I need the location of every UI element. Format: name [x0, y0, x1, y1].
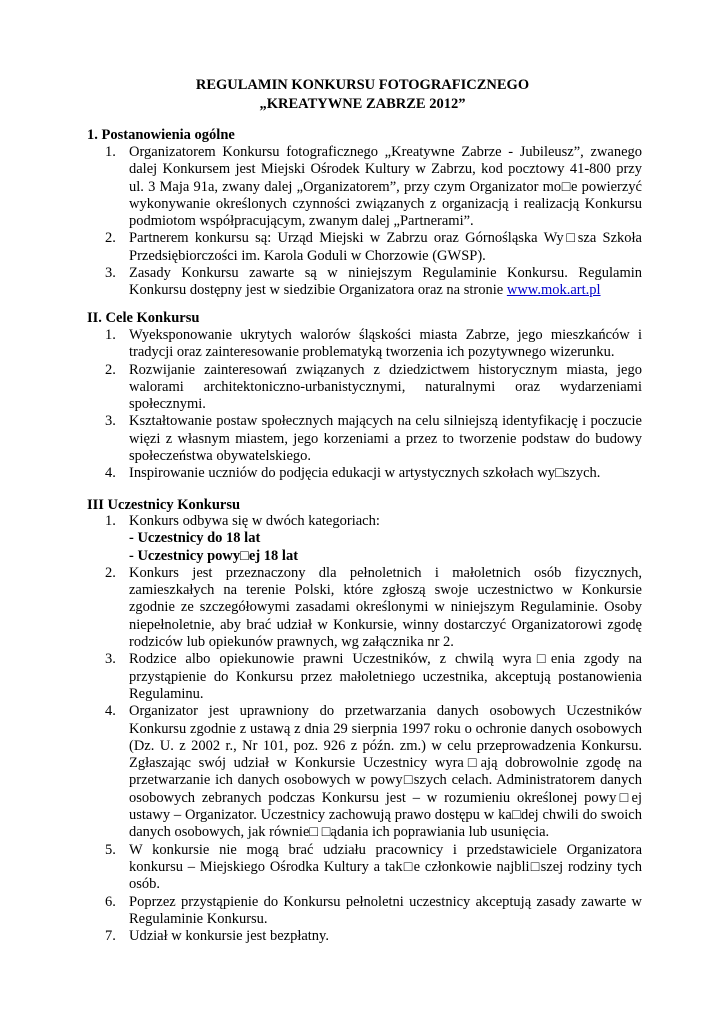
- item-number: 6.: [105, 893, 116, 910]
- category-over-18: - Uczestnicy powy□ej 18 lat: [129, 547, 299, 564]
- list-item: [105, 651, 642, 703]
- item-text: Organizator jest uprawniony do przetwarzania danych osobowych Uczestników Konkursu zgodnie z ustawą z dnia 29 sierpnia 1997 roku o ochronie danych osobowych (Dz. U. z 2002 r., Nr 101, poz. 926 z późn. zm.) w celu przeprowadzenia Konkursu. Zgłaszając swój udział w Konkursie Uczestnicy wyra□ają dobrowolnie zgodę na przetwarzanie ich danych osobowych w powy□szych celach. Administratorem danych osobowych zebranych podczas Konkursu jest – w rozumieniu określonej powy□ej ustawy – Organizator. Uczestnicy zachowują prawo dostępu w ka□dej chwili do swoich danych osobowych, jak równie□ □ądania ich poprawiania lub usunięcia.: [129, 703, 642, 841]
- section-3-heading: III Uczestnicy Konkursu: [87, 497, 241, 513]
- list-item: [105, 413, 642, 465]
- item-number: 4.: [105, 703, 116, 720]
- list-item: [105, 362, 642, 414]
- item-number: 3.: [105, 265, 116, 282]
- item-number: 3.: [105, 651, 116, 668]
- website-link[interactable]: www.mok.art.pl: [506, 282, 601, 299]
- item-number: 2.: [105, 230, 116, 247]
- list-item: [105, 230, 642, 265]
- title-line-1: REGULAMIN KONKURSU FOTOGRAFICZNEGO: [195, 77, 530, 93]
- list-item: [105, 842, 642, 894]
- list-item: [105, 928, 642, 945]
- item-text: Konkurs jest przeznaczony dla pełnoletnich i małoletnich osób fizycznych, zamieszkałych na terenie Polski, które zgłoszą swoje uczestnictwo w Konkursie zgodnie ze szczegółowymi zasadami określonymi w niniejszym Regulaminie. Osoby niepełnoletnie, aby brać udział w Konkursie, winny dostarczyć Organizatorowi zgodę rodziców lub opiekunów prawnych, wg załącznika nr 2.: [129, 564, 642, 651]
- item-text: Poprzez przystąpienie do Konkursu pełnoletni uczestnicy akceptują zasady zawarte w Regulaminie Konkursu.: [129, 893, 642, 927]
- list-item: [105, 565, 642, 651]
- section-2-list: [105, 327, 642, 483]
- item-text: Wyeksponowanie ukrytych walorów śląskości miasta Zabrze, jego mieszkańców i tradycji oraz zainteresowanie problematyką tworzenia ich pozytywnego wizerunku.: [129, 327, 642, 361]
- list-item: [105, 703, 642, 841]
- list-item: [105, 144, 642, 230]
- category-under-18: - Uczestnicy do 18 lat: [129, 530, 261, 547]
- section-2-heading: II. Cele Konkursu: [87, 310, 200, 326]
- list-item: [105, 327, 642, 362]
- section-1-heading: 1. Postanowienia ogólne: [87, 127, 235, 143]
- item-number: 1.: [105, 144, 116, 160]
- item-text: Organizatorem Konkursu fotograficznego „Kreatywne Zabrze - Jubileusz”, zwanego dalej Konkursem jest Miejski Ośrodek Kultury w Zabrzu, kod pocztowy 41-800 przy ul. 3 Maja 91a, zwany dalej „Organizatorem”, przy czym Organizator mo□e powierzyć wykonywanie określonych czynności związanych z organizacją i realizacją Konkursu podmiotom współpracującym, zwanym dalej „Partnerami”.: [129, 144, 642, 230]
- item-text: Rodzice albo opiekunowie prawni Uczestników, z chwilą wyra□enia zgody na przystąpienie do Konkursu przez małoletniego uczestnika, akceptują postanowienia Regulaminu.: [129, 651, 642, 702]
- list-item: [105, 513, 642, 565]
- item-number: 1.: [105, 513, 116, 529]
- item-text: Kształtowanie postaw społecznych mających na celu silniejszą identyfikację i poczucie więzi z własnym miastem, jego korzeniami a przez to tworzenie podstaw do budowy społeczeństwa obywatelskiego.: [129, 413, 642, 465]
- item-number: 2.: [105, 564, 116, 581]
- item-number: 5.: [105, 841, 116, 858]
- item-text: Partnerem konkursu są: Urząd Miejski w Zabrzu oraz Górnośląska Wy□sza Szkoła Przedsiębiorczości im. Karola Goduli w Chorzowie (GWSP).: [129, 230, 642, 264]
- item-text: Inspirowanie uczniów do podjęcia edukacji w artystycznych szkołach wy□szych.: [129, 465, 601, 482]
- item-text-content: Zasady Konkursu zawarte są w niniejszym Regulaminie Konkursu. Regulamin Konkursu dostępny jest w siedzibie Organizatora oraz na stronie: [129, 265, 642, 299]
- list-item: [105, 265, 642, 300]
- item-number: 1.: [105, 327, 116, 343]
- item-number: 3.: [105, 413, 116, 430]
- item-text: Udział w konkursie jest bezpłatny.: [129, 928, 329, 945]
- section-1-list: [105, 144, 642, 300]
- item-number: 7.: [105, 928, 116, 945]
- list-item: [105, 894, 642, 929]
- list-item: [105, 465, 642, 482]
- section-3-list: [105, 513, 642, 945]
- title-line-2: „KREATYWNE ZABRZE 2012”: [259, 96, 466, 112]
- item-text: W konkursie nie mogą brać udziału pracownicy i przedstawiciele Organizatora konkursu – Miejskiego Ośrodka Kultury a tak□e członkowie najbli□szej rodziny tych osób.: [129, 841, 642, 893]
- document-title: [0, 76, 725, 114]
- item-text: Konkurs odbywa się w dwóch kategoriach:: [129, 513, 380, 529]
- item-text: [129, 265, 642, 300]
- item-number: 2.: [105, 361, 116, 378]
- item-text: Rozwijanie zainteresowań związanych z dziedzictwem historycznym miasta, jego walorami architektoniczno-urbanistycznymi, naturalnymi oraz wydarzeniami społecznymi.: [129, 361, 642, 413]
- item-number: 4.: [105, 465, 116, 482]
